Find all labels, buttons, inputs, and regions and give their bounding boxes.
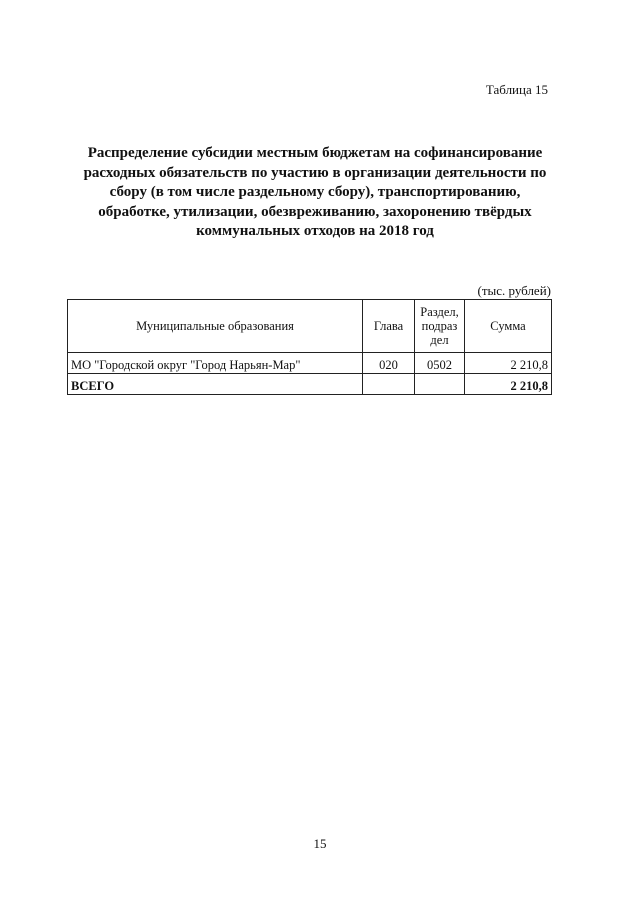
title-line: Распределение субсидии местным бюджетам на софинансирование bbox=[87, 145, 543, 161]
cell-chapter: 020 bbox=[363, 353, 415, 374]
table-row bbox=[68, 353, 552, 374]
total-row bbox=[68, 374, 552, 395]
title-line: обработке, утилизации, обезвреживанию, захоронению твёрдых bbox=[98, 203, 532, 220]
title-line: сбору (в том числе раздельному сбору), транспортированию, bbox=[109, 184, 521, 200]
units-label: (тыс. рублей) bbox=[477, 283, 551, 298]
total-sum: 2 210,8 bbox=[465, 374, 552, 395]
header-sum: Сумма bbox=[465, 300, 552, 353]
total-chapter-empty bbox=[363, 374, 415, 395]
table-header-row bbox=[68, 300, 552, 353]
cell-sum: 2 210,8 bbox=[465, 353, 552, 374]
header-section: Раздел, подраз дел bbox=[415, 300, 465, 353]
page-number: 15 bbox=[313, 836, 327, 851]
table-label: Таблица 15 bbox=[485, 82, 548, 97]
cell-municipality: МО "Городской округ "Город Нарьян-Мар" bbox=[68, 353, 363, 374]
header-municipality: Муниципальные образования bbox=[68, 300, 363, 353]
subsidy-table bbox=[67, 299, 552, 395]
document-title bbox=[60, 144, 570, 242]
title-line: коммунальных отходов на 2018 год bbox=[196, 223, 434, 239]
cell-section: 0502 bbox=[415, 353, 465, 374]
title-line: расходных обязательств по участию в организации деятельности по bbox=[83, 164, 547, 181]
header-chapter: Глава bbox=[363, 300, 415, 353]
total-label: ВСЕГО bbox=[68, 374, 363, 395]
total-section-empty bbox=[415, 374, 465, 395]
